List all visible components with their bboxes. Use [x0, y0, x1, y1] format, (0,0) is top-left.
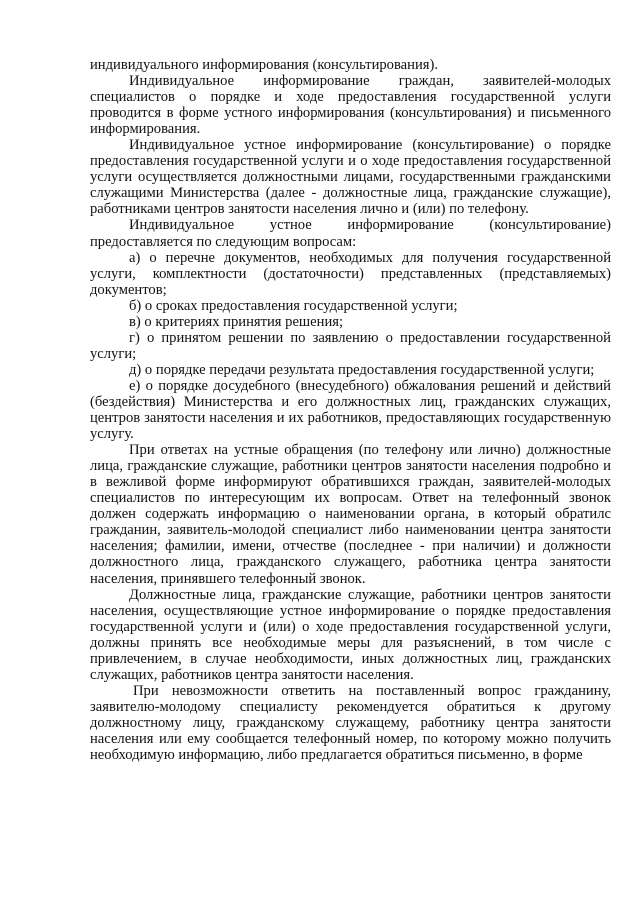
list-item-g: г) о принятом решении по заявлению о предоставлении государственной услуги;	[90, 329, 611, 362]
paragraph-continuation: индивидуального информирования (консультирования).	[90, 57, 438, 73]
list-item-d: д) о порядке передачи результата предоставления государственной услуги;	[129, 361, 595, 378]
list-item-v: в) о критериях принятия решения;	[129, 313, 344, 330]
document-page	[90, 57, 611, 763]
list-item-e: е) о порядке досудебного (внесудебного) обжалования решений и действий (бездействия) Министерства и его должностных лиц, гражданских служащих, центров занятости населения и их работников, предоставляющих государственную услугу.	[90, 377, 611, 443]
paragraph-oral-consulting: Индивидуальное устное информирование (консультирование) о порядке предоставления государственной услуги и о ходе предоставления государственной услуги осуществляется должностными лицами, государственными гражданскими служащими Министерства (далее - должностные лица, гражданские служащие), работниками центров занятости населения лично и (или) по телефону.	[90, 137, 611, 218]
paragraph-individual-informing: Индивидуальное информирование граждан, заявителей-молодых специалистов о порядке и ходе предоставления государственной услуги проводится в форме устного информирования (консультирования) и письменного информирования.	[90, 73, 611, 138]
paragraph-unable-to-answer: При невозможности ответить на поставленный вопрос гражданину, заявителю-молодому специалисту рекомендуется обратиться к другому должностному лицу, гражданскому служащему, работнику центра занятости населения или ему сообщается телефонный номер, по которому можно получить необходимую информацию, либо предлагается обратиться письменно, в форме	[90, 682, 611, 764]
list-item-b: б) о сроках предоставления государственной услуги;	[129, 297, 458, 314]
paragraph-questions-intro: Индивидуальное устное информирование (консультирование) предоставляется по следующим вопросам:	[90, 217, 611, 250]
list-item-a: а) о перечне документов, необходимых для получения государственной услуги, комплектности (достаточности) представленных (представляемых) документов;	[90, 249, 611, 298]
paragraph-officials-measures: Должностные лица, гражданские служащие, работники центров занятости населения, осуществляющие устное информирование о порядке предоставления государственной услуги и (или) о ходе предоставления государственной услуги, должны принять все необходимые меры для разъяснений, в том числе с привлечением, в случае необходимости, иных должностных лиц, гражданских служащих, работников центра занятости населения.	[90, 586, 611, 683]
paragraph-oral-answers: При ответах на устные обращения (по телефону или лично) должностные лица, гражданские служащие, работники центров занятости населения подробно и в вежливой форме информируют обратившихся граждан, заявителей-молодых специалистов по интересующим их вопросам. Ответ на телефонный звонок должен содержать информацию о наименовании органа, в который обратилс гражданин, заявитель-молодой специалист либо наименовании центра занятости населения; фамилии, имени, отчестве (последнее - при наличии) и должности должностного лица, гражданского служащего, работника центра занятости населения, принявшего телефонный звонок.	[90, 442, 611, 587]
